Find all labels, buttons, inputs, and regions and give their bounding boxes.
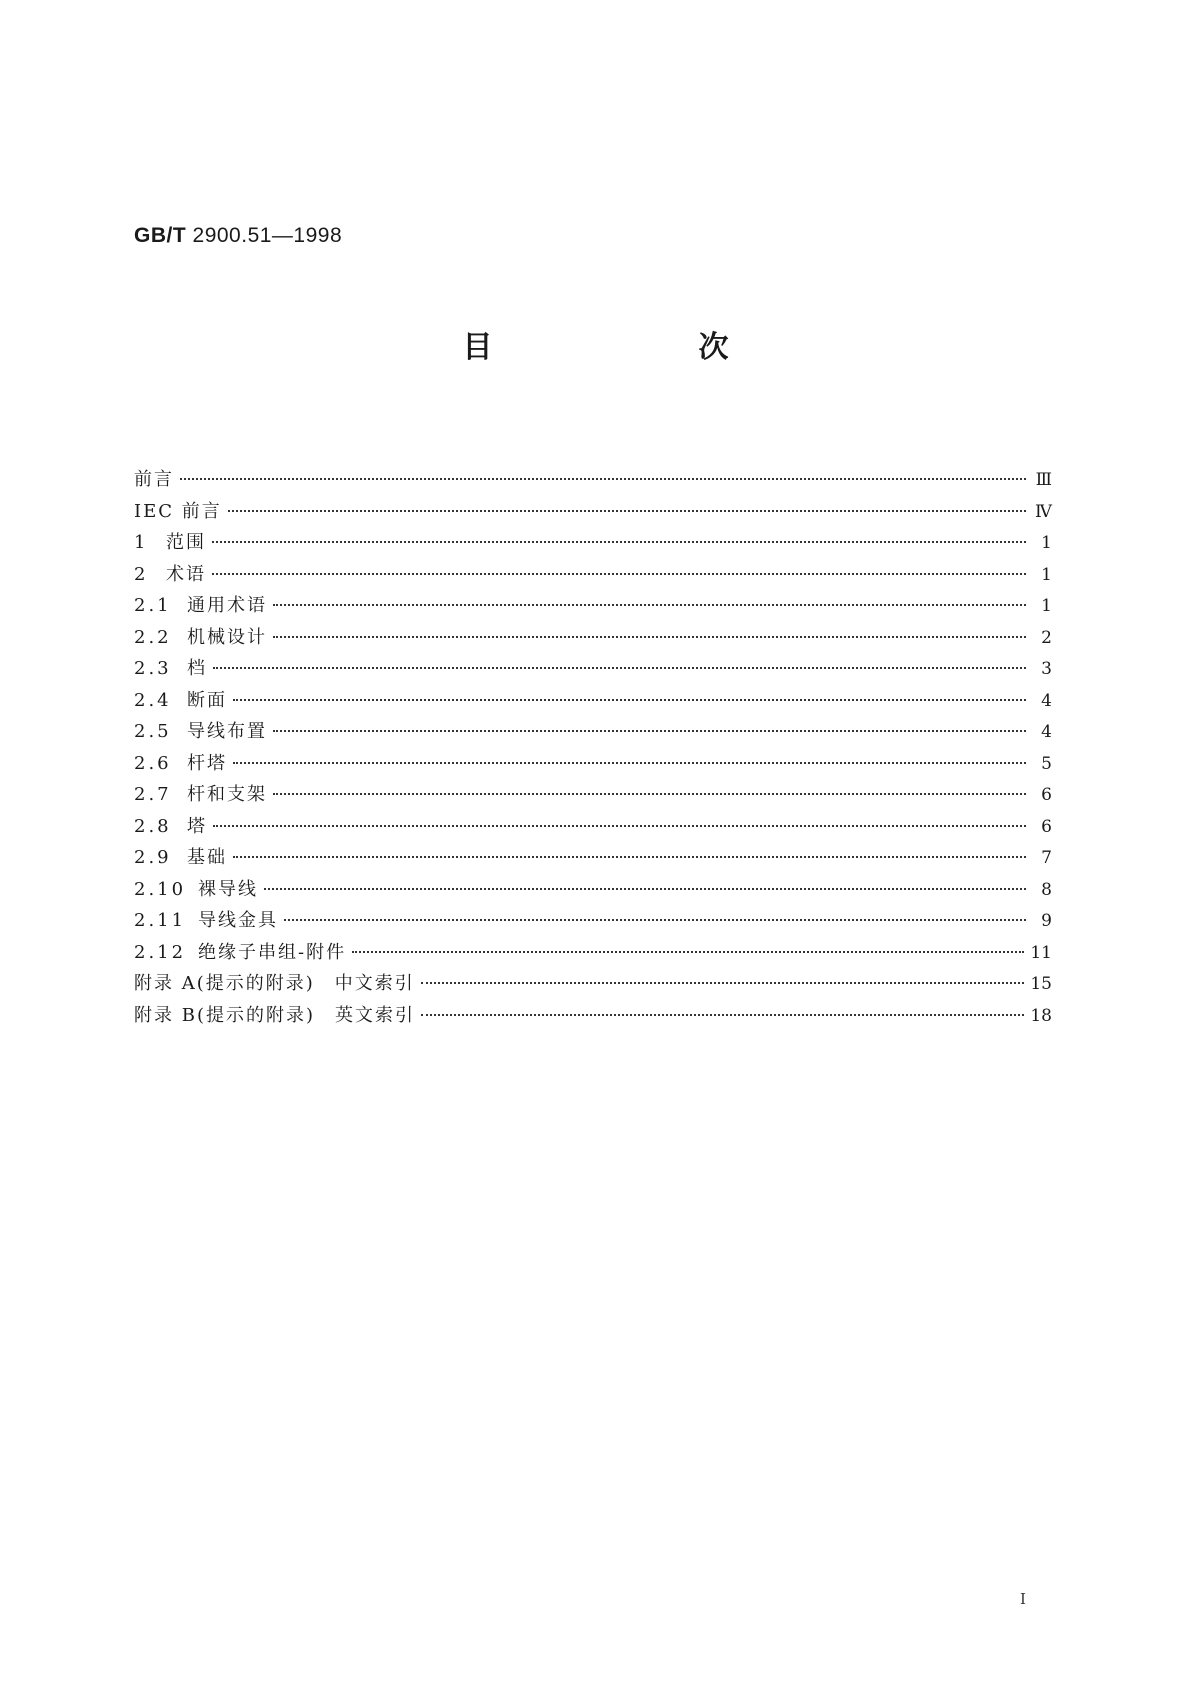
toc-leader-dots: [212, 541, 1026, 543]
standard-prefix: GB/T: [134, 224, 187, 247]
toc-entry[interactable]: [134, 528, 1052, 560]
toc-entry-page: 1: [1041, 533, 1052, 553]
toc-entry-page: 6: [1041, 816, 1052, 837]
toc-entry-number: 2.8: [134, 815, 172, 837]
toc-leader-dots: [264, 888, 1026, 890]
standard-number: 2900.51—1998: [192, 224, 343, 247]
toc-entry-page: 4: [1041, 690, 1052, 711]
toc-entry[interactable]: [134, 591, 1052, 623]
toc-entry-number: 2.9: [134, 847, 172, 868]
toc-entry-page: 2: [1041, 627, 1052, 648]
toc-leader-dots: [212, 573, 1026, 575]
toc-entry-label: IEC 前言: [134, 500, 222, 522]
toc-entry-number: 2.6: [134, 752, 172, 774]
standard-code: [134, 224, 342, 248]
toc-entry[interactable]: [134, 749, 1052, 781]
toc-entry-label: 导线布置: [187, 721, 267, 742]
toc-leader-dots: [213, 825, 1026, 827]
toc-entry-page: 3: [1041, 659, 1052, 679]
toc-entry-number: 1: [134, 532, 149, 553]
toc-entry-label: 裸导线: [198, 878, 258, 900]
toc-entry[interactable]: [134, 812, 1052, 844]
toc-entry-page: 8: [1041, 879, 1052, 900]
toc-leader-dots: [273, 636, 1026, 638]
toc-leader-dots: [421, 982, 1025, 984]
toc-entry-number: 2.7: [134, 784, 172, 805]
toc-entry[interactable]: [134, 843, 1052, 875]
toc-entry-label: 导线金具: [198, 910, 278, 931]
toc-entry-page: 4: [1041, 722, 1052, 742]
toc-entry-label: 杆和支架: [187, 784, 267, 805]
toc-entry[interactable]: [134, 1001, 1052, 1033]
toc-entry-label: 术语: [166, 563, 206, 585]
toc-leader-dots: [273, 604, 1026, 606]
toc-entry[interactable]: [134, 875, 1052, 907]
toc-entry-page: Ⅲ: [1035, 470, 1052, 490]
toc-entry[interactable]: [134, 497, 1052, 529]
toc-entry-number: 2.4: [134, 689, 172, 711]
toc-entry-label: 档: [187, 658, 207, 679]
table-of-contents: [134, 465, 1052, 1032]
toc-leader-dots: [233, 856, 1026, 858]
toc-entry-label: 通用术语: [187, 595, 267, 616]
toc-entry-page: 15: [1030, 974, 1052, 994]
toc-entry-number: 2.3: [134, 658, 172, 679]
toc-entry-page: Ⅳ: [1035, 501, 1052, 522]
toc-entry-label: 机械设计: [187, 626, 267, 648]
toc-entry[interactable]: [134, 623, 1052, 655]
toc-entry-page: 6: [1041, 785, 1052, 805]
toc-entry-page: 7: [1041, 848, 1052, 868]
toc-entry-page: 5: [1041, 753, 1052, 774]
toc-entry-number: 2: [134, 563, 149, 585]
toc-entry-page: 11: [1030, 942, 1052, 963]
toc-entry-label: 塔: [187, 815, 207, 837]
toc-entry[interactable]: [134, 906, 1052, 938]
toc-entry-number: 2.1: [134, 595, 172, 616]
toc-leader-dots: [213, 667, 1026, 669]
toc-entry-page: 9: [1041, 911, 1052, 931]
toc-entry-label: 杆塔: [187, 752, 227, 774]
toc-entry-label: 绝缘子串组-附件: [198, 941, 347, 963]
toc-entry-page: 18: [1030, 1005, 1052, 1026]
toc-leader-dots: [228, 510, 1026, 512]
toc-entry-page: 1: [1041, 564, 1052, 585]
toc-entry[interactable]: [134, 717, 1052, 749]
toc-entry-label: 范围: [166, 532, 206, 553]
toc-entry-page: 1: [1041, 596, 1052, 616]
toc-entry-label: 附录 B(提示的附录) 英文索引: [134, 1004, 415, 1026]
toc-entry-number: 2.2: [134, 626, 172, 648]
toc-leader-dots: [180, 478, 1026, 480]
toc-leader-dots: [273, 793, 1026, 795]
toc-entry[interactable]: [134, 560, 1052, 592]
toc-entry-number: 2.11: [134, 910, 187, 931]
toc-leader-dots: [421, 1014, 1024, 1016]
toc-entry-label: 附录 A(提示的附录) 中文索引: [134, 973, 415, 994]
toc-entry[interactable]: [134, 654, 1052, 686]
toc-entry-number: 2.12: [134, 941, 187, 963]
toc-leader-dots: [273, 730, 1026, 732]
toc-entry-number: 2.10: [134, 878, 187, 900]
toc-entry-label: 基础: [187, 847, 227, 868]
page-number: I: [1020, 1590, 1026, 1608]
toc-entry[interactable]: [134, 465, 1052, 497]
toc-entry-label: 断面: [187, 689, 227, 711]
toc-leader-dots: [352, 951, 1024, 953]
toc-entry[interactable]: [134, 938, 1052, 970]
page-title: 目 次: [462, 330, 817, 365]
toc-entry-number: 2.5: [134, 721, 172, 742]
toc-leader-dots: [284, 919, 1026, 921]
toc-entry[interactable]: [134, 686, 1052, 718]
toc-leader-dots: [233, 699, 1026, 701]
toc-entry-label: 前言: [134, 469, 174, 490]
toc-leader-dots: [233, 762, 1026, 764]
toc-entry[interactable]: [134, 780, 1052, 812]
toc-entry[interactable]: [134, 969, 1052, 1001]
